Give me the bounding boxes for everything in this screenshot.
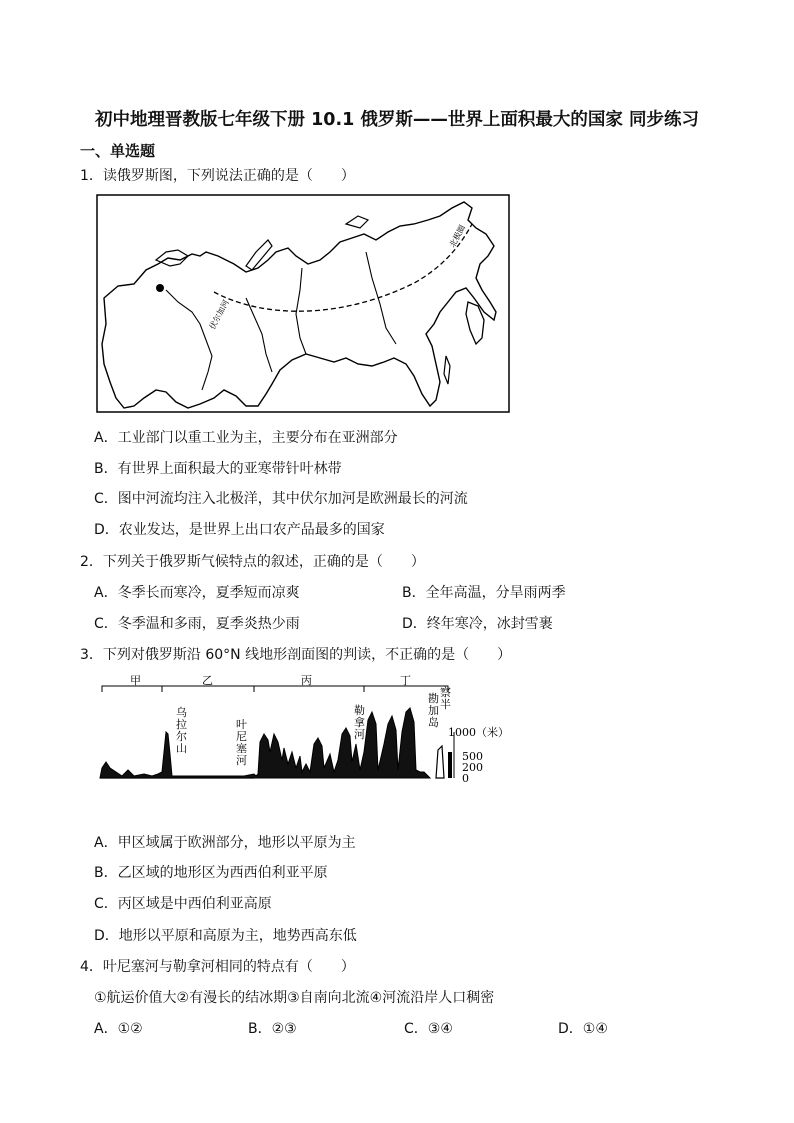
ural-label: 乌拉尔山 <box>176 706 187 755</box>
q1-option-a[interactable]: A．工业部门以重工业为主，主要分布在亚洲部分 <box>94 430 398 446</box>
q2-option-b[interactable]: B．全年高温，分旱雨两季 <box>402 585 566 601</box>
question-1-stem: 1．读俄罗斯图，下列说法正确的是（ ） <box>80 168 355 184</box>
q4-option-a[interactable]: A．①② <box>94 1021 143 1037</box>
q2-option-d[interactable]: D．终年寒冷，冰封雪裹 <box>402 616 553 632</box>
russia-map-figure <box>96 194 510 413</box>
q3-option-a[interactable]: A．甲区域属于欧洲部分，地形以平原为主 <box>94 835 356 851</box>
q2-option-c[interactable]: C．冬季温和多雨，夏季炎热少雨 <box>94 616 300 632</box>
region-label-bing: 丙 <box>301 674 312 687</box>
scale-500: 500 <box>462 750 483 763</box>
region-label-jia: 甲 <box>130 674 141 687</box>
yenisei-label: 叶尼塞河 <box>236 718 247 767</box>
q3-option-c[interactable]: C．丙区域是中西伯利亚高原 <box>94 896 272 912</box>
q4-statement-items: ①航运价值大②有漫长的结冰期③自南向北流④河流沿岸人口稠密 <box>94 990 495 1006</box>
section-heading: 一、单选题 <box>80 142 156 160</box>
scale-0: 0 <box>462 772 469 785</box>
question-3-stem: 3．下列对俄罗斯沿 60°N 线地形剖面图的判读，不正确的是（ ） <box>80 647 512 663</box>
q4-option-d[interactable]: D．①④ <box>558 1021 608 1037</box>
kamchatka-label: 勘加岛察半 <box>428 686 451 729</box>
q2-option-a[interactable]: A．冬季长而寒冷，夏季短而凉爽 <box>94 585 300 601</box>
q4-option-c[interactable]: C．③④ <box>404 1021 453 1037</box>
region-label-ding: 丁 <box>400 674 411 687</box>
q1-option-b[interactable]: B．有世界上面积最大的亚寒带针叶林带 <box>94 461 342 477</box>
q4-option-b[interactable]: B．②③ <box>248 1021 297 1037</box>
region-label-yi: 乙 <box>202 674 213 687</box>
q1-option-d[interactable]: D．农业发达，是世界上出口农产品最多的国家 <box>94 522 385 538</box>
scale-1000: 1000（米） <box>448 726 509 739</box>
terrain-profile-figure <box>94 672 534 790</box>
scale-200: 200 <box>462 761 483 774</box>
question-2-stem: 2．下列关于俄罗斯气候特点的叙述，正确的是（ ） <box>80 554 425 570</box>
q1-option-c[interactable]: C．图中河流均注入北极洋，其中伏尔加河是欧洲最长的河流 <box>94 491 468 507</box>
q3-option-d[interactable]: D．地形以平原和高原为主，地势西高东低 <box>94 928 357 944</box>
lena-label: 勒拿河 <box>354 704 365 741</box>
q3-option-b[interactable]: B．乙区域的地形区为西西伯利亚平原 <box>94 865 328 881</box>
arctic-circle-label: 北极圈 <box>447 223 468 249</box>
profile-silhouette <box>100 708 430 778</box>
volga-label: 伏尔加河 <box>207 298 231 331</box>
page-title: 初中地理晋教版七年级下册 10.1 俄罗斯——世界上面积最大的国家 同步练习 <box>95 110 699 130</box>
question-4-stem: 4．叶尼塞河与勒拿河相同的特点有（ ） <box>80 959 355 975</box>
